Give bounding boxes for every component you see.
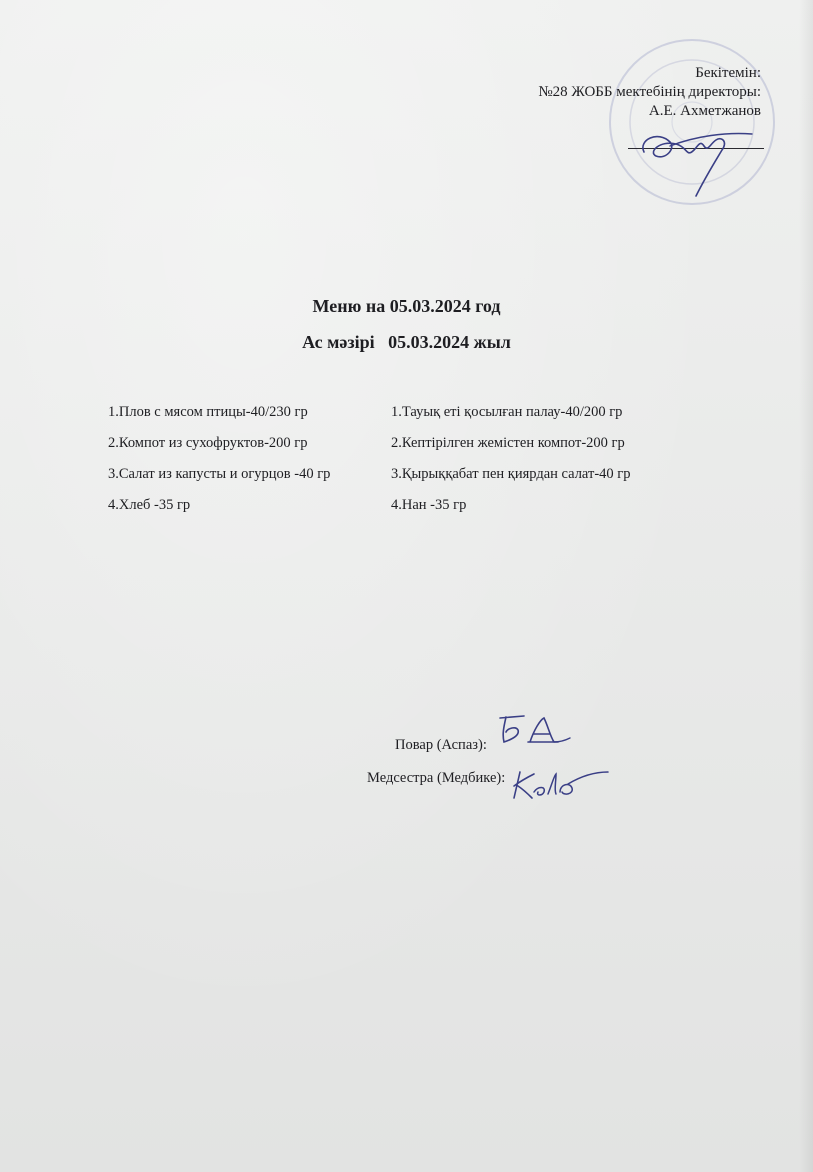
paper-shadow-edge bbox=[799, 0, 813, 1172]
menu-item-kz: 1.Тауық еті қосылған палау-40/200 гр bbox=[391, 404, 623, 420]
title-kazakh: Ас мәзірі 05.03.2024 жыл bbox=[302, 332, 511, 352]
menu-list bbox=[108, 404, 688, 528]
menu-item-ru: 4.Хлеб -35 гр bbox=[108, 497, 191, 513]
approved-label: Бекітемін: bbox=[695, 65, 761, 81]
menu-row bbox=[108, 435, 688, 466]
title-russian: Меню на 05.03.2024 год bbox=[312, 296, 501, 316]
menu-row bbox=[108, 497, 688, 528]
cook-label: Повар (Аспаз): bbox=[395, 737, 487, 753]
nurse-label: Медсестра (Медбике): bbox=[367, 770, 506, 786]
menu-item-kz: 4.Нан -35 гр bbox=[391, 497, 467, 513]
school-stamp bbox=[592, 22, 792, 222]
nurse-signature bbox=[508, 764, 612, 804]
menu-item-kz: 3.Қырыққабат пен қиярдан салат-40 гр bbox=[391, 466, 631, 482]
menu-row bbox=[108, 466, 688, 497]
director-name: А.Е. Ахметжанов bbox=[648, 103, 761, 119]
menu-item-ru: 3.Салат из капусты и огурцов -40 гр bbox=[108, 466, 331, 482]
director-signature-line bbox=[628, 148, 764, 149]
cook-signature bbox=[494, 712, 574, 748]
menu-item-ru: 2.Компот из сухофруктов-200 гр bbox=[108, 435, 308, 451]
menu-item-kz: 2.Кептірілген жемістен компот-200 гр bbox=[391, 435, 625, 451]
approval-block bbox=[431, 64, 761, 121]
menu-row bbox=[108, 404, 688, 435]
menu-item-ru: 1.Плов с мясом птицы-40/230 гр bbox=[108, 404, 308, 420]
director-line: №28 ЖОББ мектебінің директоры: bbox=[538, 84, 761, 100]
